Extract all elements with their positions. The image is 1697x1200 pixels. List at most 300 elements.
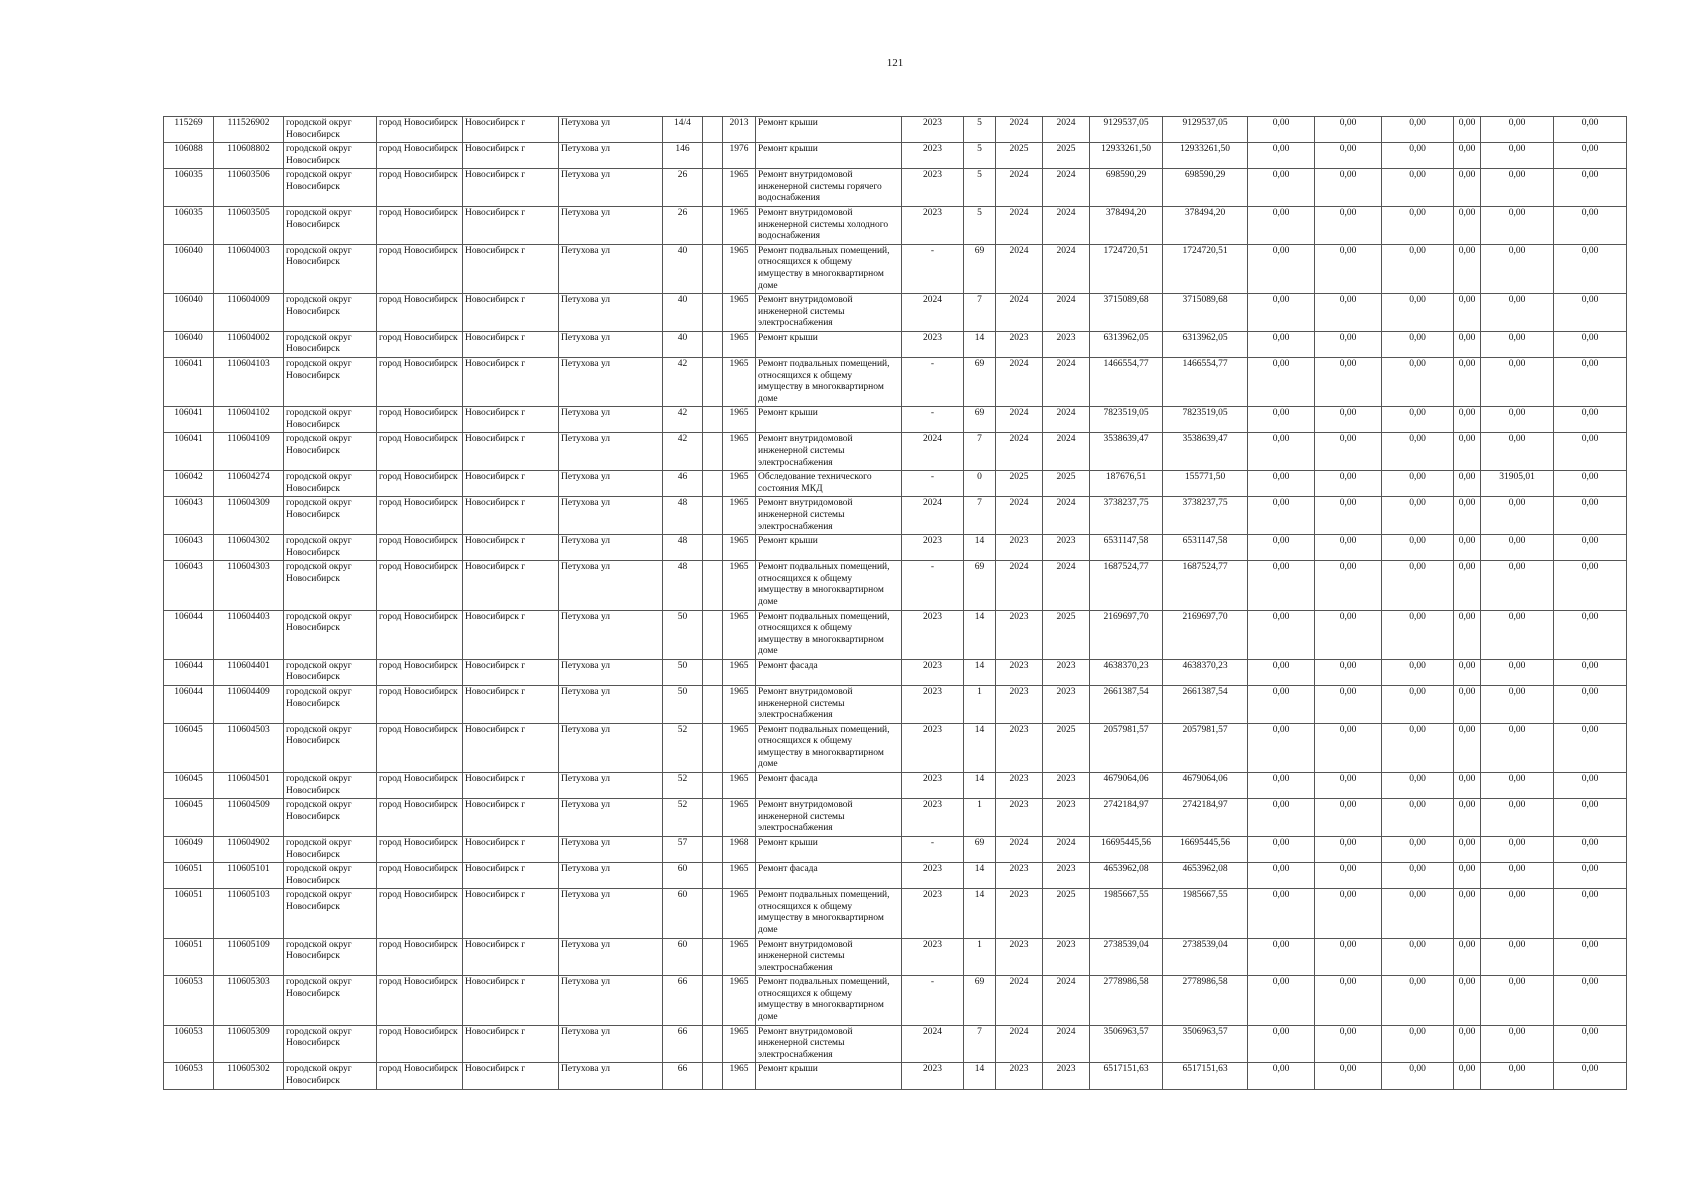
cell-col17-cost: 0,00 xyxy=(1248,561,1315,610)
cell-work-id: 110604403 xyxy=(214,610,284,659)
cell-house-letter xyxy=(703,357,723,406)
cell-locality: Новосибирск г xyxy=(463,357,559,406)
cell-object-id: 106040 xyxy=(164,294,214,332)
cell-build-year: 1965 xyxy=(723,207,756,245)
cell-total-cost: 187676,51 xyxy=(1090,471,1163,497)
cell-street: Петухова ул xyxy=(559,686,663,724)
cell-work-id: 110604309 xyxy=(214,497,284,535)
cell-work-type: Обследование технического состояния МКД xyxy=(756,471,902,497)
cell-col19-cost: 0,00 xyxy=(1382,938,1454,976)
cell-street: Петухова ул xyxy=(559,561,663,610)
cell-work-type: Ремонт фасада xyxy=(756,659,902,685)
cell-col19-cost: 0,00 xyxy=(1382,863,1454,889)
cell-col20-cost: 0,00 xyxy=(1454,207,1481,245)
cell-object-id: 106043 xyxy=(164,561,214,610)
table-row xyxy=(164,863,1627,889)
cell-col20-cost: 0,00 xyxy=(1454,836,1481,862)
cell-build-year: 1965 xyxy=(723,331,756,357)
cell-street: Петухова ул xyxy=(559,207,663,245)
cell-planned-count: 69 xyxy=(964,976,996,1025)
cell-col19-cost: 0,00 xyxy=(1382,799,1454,837)
cell-house-number: 26 xyxy=(663,169,703,207)
cell-municipal-district: городской округ Новосибирск xyxy=(284,357,377,406)
cell-work-id: 110605309 xyxy=(214,1025,284,1063)
cell-settlement: город Новосибирск xyxy=(377,1063,463,1089)
cell-col20-cost: 0,00 xyxy=(1454,561,1481,610)
cell-settlement: город Новосибирск xyxy=(377,117,463,143)
cell-col18-cost: 0,00 xyxy=(1315,169,1382,207)
cell-start-year: 2023 xyxy=(996,659,1043,685)
cell-regional-fund-cost: 9129537,05 xyxy=(1163,117,1248,143)
cell-planned-count: 69 xyxy=(964,407,996,433)
cell-end-year: 2024 xyxy=(1043,169,1090,207)
cell-house-letter xyxy=(703,244,723,293)
cell-owner-funds: 0,00 xyxy=(1481,723,1554,772)
cell-col20-cost: 0,00 xyxy=(1454,294,1481,332)
cell-municipal-district: городской округ Новосибирск xyxy=(284,407,377,433)
cell-planned-count: 1 xyxy=(964,938,996,976)
cell-locality: Новосибирск г xyxy=(463,117,559,143)
cell-work-id: 110605303 xyxy=(214,976,284,1025)
cell-work-type: Ремонт фасада xyxy=(756,773,902,799)
cell-start-year: 2024 xyxy=(996,294,1043,332)
cell-start-year: 2025 xyxy=(996,143,1043,169)
cell-col19-cost: 0,00 xyxy=(1382,535,1454,561)
cell-planned-count: 0 xyxy=(964,471,996,497)
cell-object-id: 106045 xyxy=(164,723,214,772)
cell-work-id: 110603505 xyxy=(214,207,284,245)
cell-street: Петухова ул xyxy=(559,407,663,433)
cell-house-number: 42 xyxy=(663,433,703,471)
cell-planned-count: 5 xyxy=(964,117,996,143)
cell-owner-funds: 0,00 xyxy=(1481,561,1554,610)
cell-total-cost: 4679064,06 xyxy=(1090,773,1163,799)
cell-house-number: 60 xyxy=(663,889,703,938)
cell-col20-cost: 0,00 xyxy=(1454,244,1481,293)
cell-end-year: 2024 xyxy=(1043,357,1090,406)
cell-regional-fund-cost: 2738539,04 xyxy=(1163,938,1248,976)
cell-municipal-district: городской округ Новосибирск xyxy=(284,889,377,938)
cell-build-year: 1965 xyxy=(723,799,756,837)
cell-build-year: 1965 xyxy=(723,773,756,799)
cell-owner-funds: 0,00 xyxy=(1481,799,1554,837)
cell-plan-year: 2023 xyxy=(902,169,964,207)
cell-col18-cost: 0,00 xyxy=(1315,610,1382,659)
cell-owner-funds: 0,00 xyxy=(1481,407,1554,433)
cell-start-year: 2024 xyxy=(996,357,1043,406)
cell-locality: Новосибирск г xyxy=(463,244,559,293)
cell-work-id: 110604009 xyxy=(214,294,284,332)
cell-street: Петухова ул xyxy=(559,169,663,207)
cell-house-number: 50 xyxy=(663,686,703,724)
cell-owner-funds: 0,00 xyxy=(1481,938,1554,976)
cell-other-funds: 0,00 xyxy=(1554,535,1627,561)
cell-end-year: 2024 xyxy=(1043,1025,1090,1063)
cell-house-number: 52 xyxy=(663,773,703,799)
cell-owner-funds: 0,00 xyxy=(1481,889,1554,938)
cell-plan-year: - xyxy=(902,836,964,862)
cell-plan-year: 2023 xyxy=(902,938,964,976)
cell-object-id: 106035 xyxy=(164,207,214,245)
cell-house-letter xyxy=(703,117,723,143)
cell-total-cost: 4638370,23 xyxy=(1090,659,1163,685)
cell-col17-cost: 0,00 xyxy=(1248,659,1315,685)
cell-settlement: город Новосибирск xyxy=(377,294,463,332)
cell-house-number: 48 xyxy=(663,535,703,561)
cell-object-id: 106053 xyxy=(164,1063,214,1089)
cell-planned-count: 14 xyxy=(964,889,996,938)
cell-owner-funds: 0,00 xyxy=(1481,659,1554,685)
table-row xyxy=(164,610,1627,659)
cell-other-funds: 0,00 xyxy=(1554,686,1627,724)
cell-col18-cost: 0,00 xyxy=(1315,1025,1382,1063)
cell-regional-fund-cost: 2169697,70 xyxy=(1163,610,1248,659)
cell-plan-year: - xyxy=(902,244,964,293)
cell-municipal-district: городской округ Новосибирск xyxy=(284,117,377,143)
cell-owner-funds: 0,00 xyxy=(1481,117,1554,143)
cell-col19-cost: 0,00 xyxy=(1382,117,1454,143)
cell-regional-fund-cost: 1724720,51 xyxy=(1163,244,1248,293)
cell-col18-cost: 0,00 xyxy=(1315,723,1382,772)
cell-work-id: 110605302 xyxy=(214,1063,284,1089)
cell-street: Петухова ул xyxy=(559,976,663,1025)
cell-start-year: 2025 xyxy=(996,471,1043,497)
cell-start-year: 2024 xyxy=(996,117,1043,143)
table-row xyxy=(164,1025,1627,1063)
cell-other-funds: 0,00 xyxy=(1554,659,1627,685)
cell-planned-count: 5 xyxy=(964,169,996,207)
cell-settlement: город Новосибирск xyxy=(377,143,463,169)
cell-col20-cost: 0,00 xyxy=(1454,610,1481,659)
cell-object-id: 106040 xyxy=(164,331,214,357)
cell-locality: Новосибирск г xyxy=(463,659,559,685)
cell-municipal-district: городской округ Новосибирск xyxy=(284,244,377,293)
cell-plan-year: - xyxy=(902,976,964,1025)
cell-owner-funds: 0,00 xyxy=(1481,433,1554,471)
cell-end-year: 2023 xyxy=(1043,773,1090,799)
cell-col19-cost: 0,00 xyxy=(1382,407,1454,433)
cell-street: Петухова ул xyxy=(559,1063,663,1089)
cell-owner-funds: 0,00 xyxy=(1481,357,1554,406)
cell-planned-count: 69 xyxy=(964,836,996,862)
cell-street: Петухова ул xyxy=(559,1025,663,1063)
cell-work-type: Ремонт крыши xyxy=(756,836,902,862)
cell-build-year: 2013 xyxy=(723,117,756,143)
cell-start-year: 2024 xyxy=(996,1025,1043,1063)
cell-house-number: 40 xyxy=(663,331,703,357)
cell-build-year: 1965 xyxy=(723,686,756,724)
cell-house-number: 40 xyxy=(663,244,703,293)
cell-col17-cost: 0,00 xyxy=(1248,799,1315,837)
cell-total-cost: 9129537,05 xyxy=(1090,117,1163,143)
cell-work-id: 110604002 xyxy=(214,331,284,357)
cell-col20-cost: 0,00 xyxy=(1454,471,1481,497)
cell-object-id: 106051 xyxy=(164,863,214,889)
cell-total-cost: 2738539,04 xyxy=(1090,938,1163,976)
cell-municipal-district: городской округ Новосибирск xyxy=(284,1063,377,1089)
cell-plan-year: 2023 xyxy=(902,207,964,245)
cell-house-number: 146 xyxy=(663,143,703,169)
cell-col20-cost: 0,00 xyxy=(1454,976,1481,1025)
cell-col19-cost: 0,00 xyxy=(1382,1025,1454,1063)
cell-col19-cost: 0,00 xyxy=(1382,244,1454,293)
cell-end-year: 2025 xyxy=(1043,143,1090,169)
cell-regional-fund-cost: 6531147,58 xyxy=(1163,535,1248,561)
cell-municipal-district: городской округ Новосибирск xyxy=(284,773,377,799)
cell-house-letter xyxy=(703,471,723,497)
cell-other-funds: 0,00 xyxy=(1554,244,1627,293)
cell-work-type: Ремонт подвальных помещений, относящихся к общему имуществу в многоквартирном доме xyxy=(756,357,902,406)
cell-object-id: 106051 xyxy=(164,889,214,938)
cell-house-number: 42 xyxy=(663,357,703,406)
cell-municipal-district: городской округ Новосибирск xyxy=(284,169,377,207)
cell-settlement: город Новосибирск xyxy=(377,244,463,293)
cell-work-type: Ремонт подвальных помещений, относящихся к общему имуществу в многоквартирном доме xyxy=(756,976,902,1025)
cell-object-id: 106044 xyxy=(164,659,214,685)
cell-locality: Новосибирск г xyxy=(463,143,559,169)
cell-regional-fund-cost: 378494,20 xyxy=(1163,207,1248,245)
cell-municipal-district: городской округ Новосибирск xyxy=(284,938,377,976)
cell-municipal-district: городской округ Новосибирск xyxy=(284,1025,377,1063)
cell-work-id: 110604509 xyxy=(214,799,284,837)
cell-locality: Новосибирск г xyxy=(463,889,559,938)
cell-municipal-district: городской округ Новосибирск xyxy=(284,561,377,610)
table-row xyxy=(164,407,1627,433)
cell-work-id: 111526902 xyxy=(214,117,284,143)
cell-end-year: 2024 xyxy=(1043,117,1090,143)
cell-col18-cost: 0,00 xyxy=(1315,143,1382,169)
cell-street: Петухова ул xyxy=(559,331,663,357)
cell-work-id: 110605103 xyxy=(214,889,284,938)
cell-total-cost: 4653962,08 xyxy=(1090,863,1163,889)
cell-house-letter xyxy=(703,294,723,332)
cell-settlement: город Новосибирск xyxy=(377,1025,463,1063)
cell-planned-count: 7 xyxy=(964,497,996,535)
cell-house-letter xyxy=(703,976,723,1025)
cell-settlement: город Новосибирск xyxy=(377,535,463,561)
cell-settlement: город Новосибирск xyxy=(377,207,463,245)
cell-plan-year: 2024 xyxy=(902,1025,964,1063)
cell-house-number: 50 xyxy=(663,610,703,659)
cell-settlement: город Новосибирск xyxy=(377,836,463,862)
cell-col18-cost: 0,00 xyxy=(1315,686,1382,724)
cell-end-year: 2025 xyxy=(1043,889,1090,938)
cell-municipal-district: городской округ Новосибирск xyxy=(284,143,377,169)
cell-col18-cost: 0,00 xyxy=(1315,659,1382,685)
cell-street: Петухова ул xyxy=(559,863,663,889)
cell-planned-count: 14 xyxy=(964,773,996,799)
cell-start-year: 2023 xyxy=(996,1063,1043,1089)
cell-col18-cost: 0,00 xyxy=(1315,799,1382,837)
cell-col17-cost: 0,00 xyxy=(1248,938,1315,976)
cell-planned-count: 5 xyxy=(964,143,996,169)
cell-col20-cost: 0,00 xyxy=(1454,433,1481,471)
cell-regional-fund-cost: 2778986,58 xyxy=(1163,976,1248,1025)
cell-municipal-district: городской округ Новосибирск xyxy=(284,294,377,332)
cell-planned-count: 7 xyxy=(964,294,996,332)
cell-regional-fund-cost: 16695445,56 xyxy=(1163,836,1248,862)
cell-owner-funds: 0,00 xyxy=(1481,143,1554,169)
cell-col18-cost: 0,00 xyxy=(1315,938,1382,976)
cell-col17-cost: 0,00 xyxy=(1248,773,1315,799)
table-row xyxy=(164,471,1627,497)
table-row xyxy=(164,686,1627,724)
cell-total-cost: 2742184,97 xyxy=(1090,799,1163,837)
cell-plan-year: 2024 xyxy=(902,294,964,332)
cell-build-year: 1965 xyxy=(723,610,756,659)
cell-end-year: 2023 xyxy=(1043,1063,1090,1089)
cell-municipal-district: городской округ Новосибирск xyxy=(284,659,377,685)
cell-total-cost: 698590,29 xyxy=(1090,169,1163,207)
cell-regional-fund-cost: 155771,50 xyxy=(1163,471,1248,497)
cell-col20-cost: 0,00 xyxy=(1454,889,1481,938)
cell-house-letter xyxy=(703,610,723,659)
cell-regional-fund-cost: 4679064,06 xyxy=(1163,773,1248,799)
cell-house-number: 66 xyxy=(663,1063,703,1089)
cell-planned-count: 14 xyxy=(964,610,996,659)
cell-work-type: Ремонт крыши xyxy=(756,331,902,357)
cell-planned-count: 1 xyxy=(964,799,996,837)
cell-settlement: город Новосибирск xyxy=(377,659,463,685)
cell-regional-fund-cost: 4638370,23 xyxy=(1163,659,1248,685)
cell-end-year: 2024 xyxy=(1043,244,1090,293)
page-number: 121 xyxy=(886,57,904,69)
cell-build-year: 1965 xyxy=(723,863,756,889)
cell-col17-cost: 0,00 xyxy=(1248,889,1315,938)
cell-object-id: 106043 xyxy=(164,497,214,535)
cell-build-year: 1965 xyxy=(723,659,756,685)
cell-planned-count: 14 xyxy=(964,1063,996,1089)
cell-col18-cost: 0,00 xyxy=(1315,863,1382,889)
cell-col19-cost: 0,00 xyxy=(1382,357,1454,406)
table-row xyxy=(164,143,1627,169)
cell-owner-funds: 0,00 xyxy=(1481,1025,1554,1063)
cell-house-number: 48 xyxy=(663,561,703,610)
cell-municipal-district: городской округ Новосибирск xyxy=(284,433,377,471)
cell-house-number: 42 xyxy=(663,407,703,433)
cell-locality: Новосибирск г xyxy=(463,471,559,497)
cell-work-id: 110604003 xyxy=(214,244,284,293)
table-row xyxy=(164,799,1627,837)
cell-house-number: 57 xyxy=(663,836,703,862)
cell-end-year: 2025 xyxy=(1043,723,1090,772)
cell-start-year: 2023 xyxy=(996,938,1043,976)
cell-col17-cost: 0,00 xyxy=(1248,407,1315,433)
cell-total-cost: 2778986,58 xyxy=(1090,976,1163,1025)
cell-build-year: 1965 xyxy=(723,433,756,471)
cell-street: Петухова ул xyxy=(559,244,663,293)
cell-municipal-district: городской округ Новосибирск xyxy=(284,976,377,1025)
cell-plan-year: 2024 xyxy=(902,433,964,471)
cell-owner-funds: 31905,01 xyxy=(1481,471,1554,497)
cell-build-year: 1965 xyxy=(723,535,756,561)
cell-col18-cost: 0,00 xyxy=(1315,357,1382,406)
cell-build-year: 1965 xyxy=(723,1025,756,1063)
cell-regional-fund-cost: 1466554,77 xyxy=(1163,357,1248,406)
cell-house-number: 40 xyxy=(663,294,703,332)
cell-col19-cost: 0,00 xyxy=(1382,433,1454,471)
cell-build-year: 1965 xyxy=(723,244,756,293)
cell-col20-cost: 0,00 xyxy=(1454,169,1481,207)
cell-build-year: 1976 xyxy=(723,143,756,169)
cell-end-year: 2024 xyxy=(1043,294,1090,332)
cell-build-year: 1965 xyxy=(723,169,756,207)
cell-work-type: Ремонт внутридомовой инженерной системы электроснабжения xyxy=(756,799,902,837)
cell-plan-year: 2023 xyxy=(902,535,964,561)
cell-start-year: 2023 xyxy=(996,889,1043,938)
cell-build-year: 1965 xyxy=(723,976,756,1025)
cell-col20-cost: 0,00 xyxy=(1454,1063,1481,1089)
cell-settlement: город Новосибирск xyxy=(377,497,463,535)
cell-street: Петухова ул xyxy=(559,836,663,862)
cell-municipal-district: городской округ Новосибирск xyxy=(284,207,377,245)
cell-settlement: город Новосибирск xyxy=(377,407,463,433)
cell-locality: Новосибирск г xyxy=(463,686,559,724)
cell-settlement: город Новосибирск xyxy=(377,433,463,471)
cell-house-letter xyxy=(703,143,723,169)
cell-col20-cost: 0,00 xyxy=(1454,773,1481,799)
cell-col17-cost: 0,00 xyxy=(1248,471,1315,497)
cell-house-letter xyxy=(703,407,723,433)
cell-total-cost: 6517151,63 xyxy=(1090,1063,1163,1089)
cell-planned-count: 14 xyxy=(964,723,996,772)
cell-total-cost: 3506963,57 xyxy=(1090,1025,1163,1063)
cell-col17-cost: 0,00 xyxy=(1248,169,1315,207)
cell-col17-cost: 0,00 xyxy=(1248,294,1315,332)
cell-col19-cost: 0,00 xyxy=(1382,331,1454,357)
table-row xyxy=(164,497,1627,535)
cell-start-year: 2024 xyxy=(996,169,1043,207)
cell-work-type: Ремонт подвальных помещений, относящихся к общему имуществу в многоквартирном доме xyxy=(756,561,902,610)
cell-col17-cost: 0,00 xyxy=(1248,143,1315,169)
cell-object-id: 106044 xyxy=(164,686,214,724)
cell-start-year: 2023 xyxy=(996,773,1043,799)
table-row xyxy=(164,433,1627,471)
cell-work-id: 110604109 xyxy=(214,433,284,471)
cell-col20-cost: 0,00 xyxy=(1454,659,1481,685)
cell-street: Петухова ул xyxy=(559,773,663,799)
cell-col17-cost: 0,00 xyxy=(1248,836,1315,862)
cell-owner-funds: 0,00 xyxy=(1481,244,1554,293)
cell-other-funds: 0,00 xyxy=(1554,497,1627,535)
cell-planned-count: 69 xyxy=(964,244,996,293)
cell-end-year: 2024 xyxy=(1043,976,1090,1025)
cell-work-type: Ремонт фасада xyxy=(756,863,902,889)
cell-locality: Новосибирск г xyxy=(463,610,559,659)
cell-start-year: 2024 xyxy=(996,433,1043,471)
cell-settlement: город Новосибирск xyxy=(377,169,463,207)
cell-house-letter xyxy=(703,497,723,535)
cell-col19-cost: 0,00 xyxy=(1382,889,1454,938)
cell-object-id: 106045 xyxy=(164,773,214,799)
cell-col19-cost: 0,00 xyxy=(1382,497,1454,535)
cell-work-id: 110604303 xyxy=(214,561,284,610)
cell-build-year: 1965 xyxy=(723,1063,756,1089)
table-row xyxy=(164,773,1627,799)
cell-total-cost: 378494,20 xyxy=(1090,207,1163,245)
cell-col19-cost: 0,00 xyxy=(1382,294,1454,332)
cell-house-letter xyxy=(703,659,723,685)
cell-build-year: 1965 xyxy=(723,561,756,610)
cell-build-year: 1968 xyxy=(723,836,756,862)
cell-object-id: 106049 xyxy=(164,836,214,862)
cell-end-year: 2024 xyxy=(1043,497,1090,535)
cell-col19-cost: 0,00 xyxy=(1382,836,1454,862)
cell-start-year: 2024 xyxy=(996,836,1043,862)
cell-regional-fund-cost: 3538639,47 xyxy=(1163,433,1248,471)
cell-end-year: 2024 xyxy=(1043,433,1090,471)
cell-regional-fund-cost: 1985667,55 xyxy=(1163,889,1248,938)
